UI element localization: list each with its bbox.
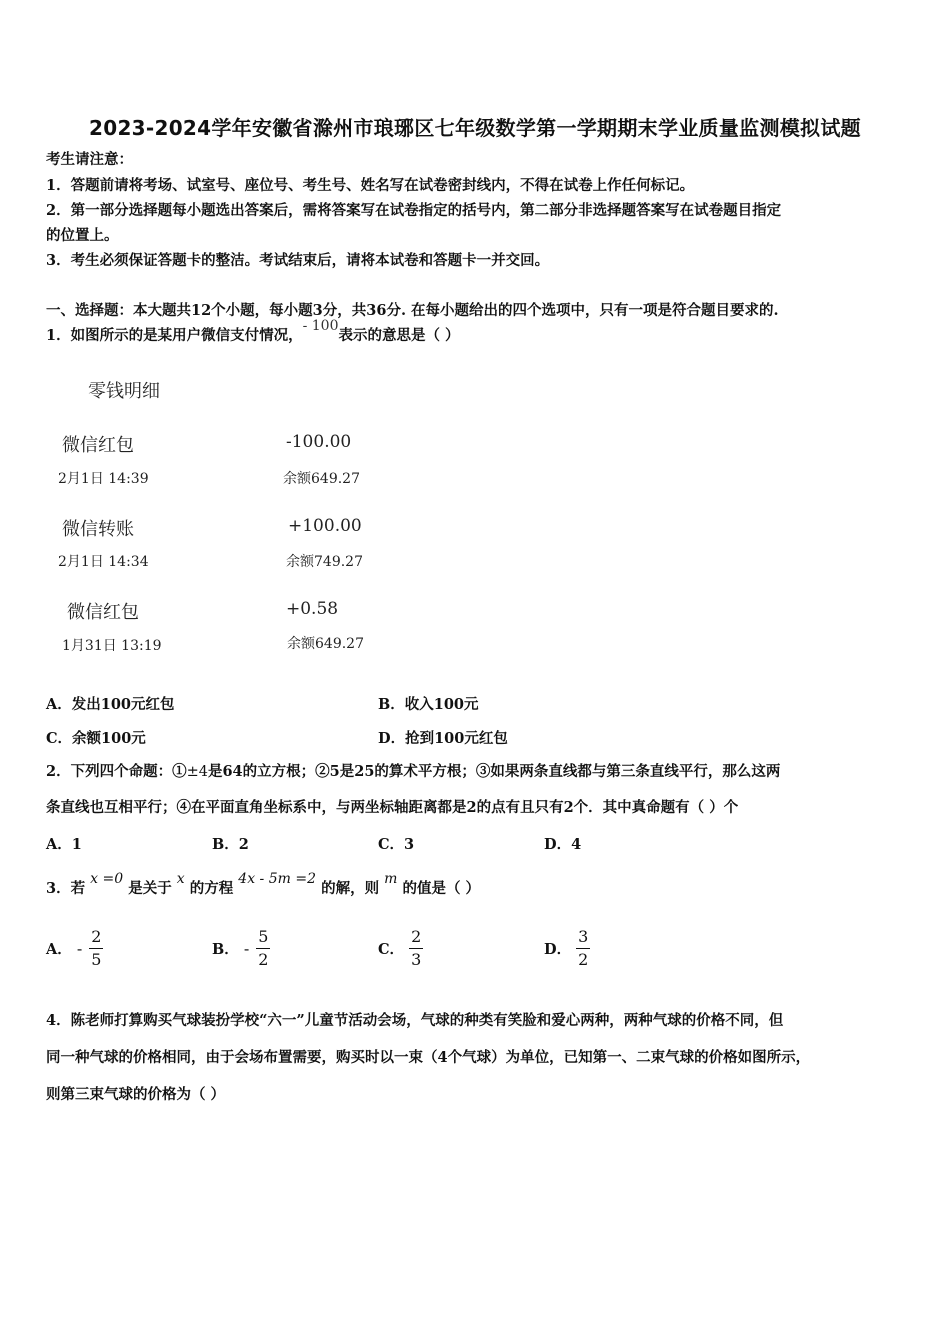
fraction-numerator: 2 (411, 927, 422, 946)
figure-row-3-amount: +0.58 (286, 599, 339, 619)
q3-option-c-label: C． (378, 941, 405, 958)
q2-option-d: D．4 (544, 836, 582, 853)
figure-row-3-balance: 余额649.27 (287, 636, 364, 652)
question-3 (46, 871, 906, 899)
q3-text-2: 是关于 (128, 880, 172, 897)
notice-heading: 考生请注意： (46, 151, 133, 168)
figure-row-3-date: 1月31日 13:19 (62, 638, 162, 654)
figure-row-2-date: 2月1日 14:34 (58, 554, 149, 570)
fraction-denominator: 5 (91, 950, 102, 969)
q1-post: 表示的意思是（ ） (338, 327, 460, 344)
figure-row-3-name: 微信红包 (67, 602, 139, 623)
figure-row-1-name: 微信红包 (62, 435, 134, 456)
q2-pre: 2．下列四个命题：① (46, 763, 187, 780)
exam-title: 2023-2024学年安徽省滁州市琅琊区七年级数学第一学期期末学业质量监测模拟试题 (89, 116, 861, 140)
q3-option-b-label: B． (212, 941, 239, 958)
q2-option-b: B．2 (212, 836, 249, 853)
q1-math: - 100 (302, 318, 339, 334)
fraction-bar (409, 948, 423, 949)
fraction-numerator: 3 (578, 927, 589, 946)
q1-option-b: B．收入100元 (378, 696, 479, 713)
q3-text-3: 的方程 (189, 880, 234, 897)
figure-row-1-balance: 余额649.27 (283, 471, 360, 487)
q2-post: 是64的立方根；②5是25的算术平方根；③如果两条直线都与第三条直线平行，那么这两 (207, 763, 781, 780)
figure-row-2-balance: 余额749.27 (286, 554, 363, 570)
q3-option-b-fraction (256, 928, 270, 969)
q2-option-c: C．3 (378, 836, 415, 853)
q3-option-c-fraction (409, 928, 423, 969)
figure-row-2-name: 微信转账 (62, 519, 134, 540)
figure-heading: 零钱明细 (88, 381, 160, 402)
notice-item-1: 1．答题前请将考场、试室号、座位号、考生号、姓名写在试卷密封线内，不得在试卷上作任何标记。 (46, 177, 695, 194)
q3-text-5: 的值是（ ） (402, 880, 481, 897)
q3-option-d-label: D． (544, 941, 572, 958)
fraction-numerator: 2 (91, 927, 102, 946)
question-4-line-1: 4．陈老师打算购买气球装扮学校“六一”儿童节活动会场，气球的种类有笑脸和爱心两种，两种气球的价格不同，但 (46, 1012, 784, 1029)
q3-option-d-fraction (576, 928, 590, 969)
notice-item-2: 2．第一部分选择题每小题选出答案后，需将答案写在试卷指定的括号内，第二部分非选择题答案写在试卷题目指定 (46, 202, 782, 219)
q3-option-a-label: A． (46, 941, 72, 958)
figure-row-1-date: 2月1日 14:39 (58, 471, 149, 487)
question-1 (46, 318, 906, 346)
section-heading: 一、选择题：本大题共12个小题，每小题3分，共36分. 在每小题给出的四个选项中，只有一项是符合题目要求的. (46, 302, 779, 319)
q3-option-d (544, 928, 590, 969)
fraction-bar (576, 948, 590, 949)
fraction-denominator: 2 (258, 950, 269, 969)
q2-math: ±4 (186, 764, 208, 780)
q1-option-a: A．发出100元红包 (46, 696, 175, 713)
q3-option-a-fraction (89, 928, 103, 969)
q3-math-1: x =0 (90, 871, 124, 887)
fraction-numerator: 5 (258, 927, 269, 946)
notice-item-3: 3．考生必须保证答题卡的整洁。考试结束后，请将本试卷和答题卡一并交回。 (46, 252, 550, 269)
q3-math-2: x (176, 871, 185, 887)
question-4-line-3: 则第三束气球的价格为（ ） (46, 1086, 226, 1103)
fraction-bar (256, 948, 270, 949)
question-2-line-1 (46, 762, 906, 782)
q3-option-a-sign: - (76, 939, 83, 958)
q1-option-c: C．余额100元 (46, 730, 146, 747)
question-2-line-2: 条直线也互相平行；④在平面直角坐标系中，与两坐标轴距离都是2的点有且只有2个．其中真命题有（ ）个 (46, 799, 739, 816)
q3-option-b (212, 928, 270, 969)
q3-math-4: m (384, 871, 398, 887)
fraction-denominator: 3 (411, 950, 422, 969)
fraction-denominator: 2 (578, 950, 589, 969)
q3-option-b-sign: - (243, 939, 250, 958)
q3-option-a (46, 928, 103, 969)
figure-row-2-amount: +100.00 (288, 516, 362, 536)
q3-text-4: 的解，则 (321, 880, 380, 897)
q1-pre: 1．如图所示的是某用户微信支付情况， (46, 327, 303, 344)
q2-option-a: A．1 (46, 836, 82, 853)
q1-option-d: D．抢到100元红包 (378, 730, 508, 747)
q3-text-1: 3．若 (46, 880, 86, 897)
figure-row-1-amount: -100.00 (286, 432, 352, 452)
notice-item-2-cont: 的位置上。 (46, 227, 119, 244)
question-4-line-2: 同一种气球的价格相同，由于会场布置需要，购买时以一束（4个气球）为单位，已知第一、二束气球的价格如图所示， (46, 1049, 811, 1066)
q3-option-c (378, 928, 423, 969)
q3-math-3: 4x - 5m =2 (238, 871, 317, 887)
fraction-bar (89, 948, 103, 949)
